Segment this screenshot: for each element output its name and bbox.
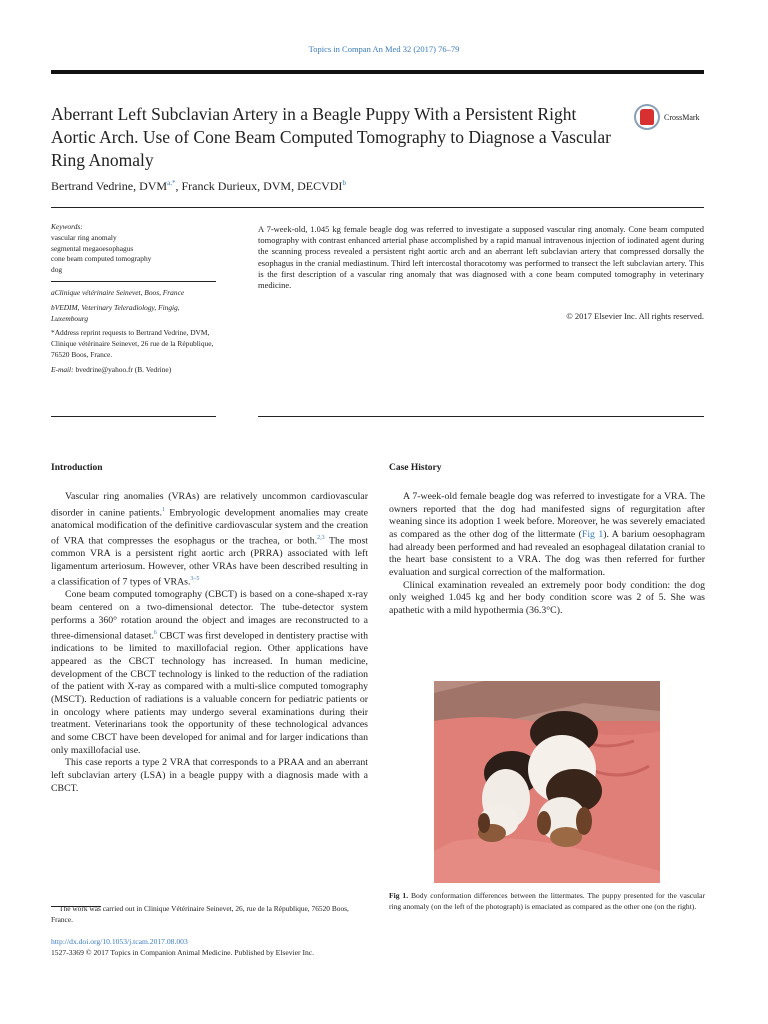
text: Embryologic development anomalies may create anatomical modification of the definitive cardiovascular system and the creation of VRA that compresses the esophagus or the trachea, or both.: [51, 506, 368, 547]
citation-ref[interactable]: 3–5: [190, 576, 200, 583]
author-2-affil[interactable]: b: [342, 179, 346, 187]
footnote: [51, 903, 368, 925]
issn-line: 1527-3369 © 2017 Topics in Companion Animal Medicine. Published by Elsevier Inc.: [51, 948, 315, 957]
figure-link[interactable]: Fig 1: [581, 528, 604, 540]
crossmark-icon: [634, 104, 660, 130]
crossmark-label: CrossMark: [664, 112, 700, 122]
text: Vascular ring anomalies (VRAs) are relatively uncommon cardiovascular disorder in canine patients.: [51, 491, 368, 518]
citation-ref[interactable]: 1: [161, 506, 165, 513]
citation-ref[interactable]: 6: [153, 630, 157, 637]
introduction-heading: Introduction: [51, 463, 103, 473]
keyword: cone beam computed tomography: [51, 254, 152, 264]
footnote-text: The work was carried out in Clinique Vétérinaire Seinevet, 26, rue de la République, 76520 Boos, France.: [51, 904, 349, 924]
paragraph: [389, 491, 705, 580]
article-title: Aberrant Left Subclavian Artery in a Beagle Puppy With a Persistent Right Aortic Arch. Use of Cone Beam Computed Tomography to Diagnose a Vascular Ring Anomaly: [51, 104, 611, 170]
keyword: vascular ring anomaly: [51, 232, 117, 242]
author-1: Bertrand Vedrine, DVM: [51, 179, 168, 193]
email-link[interactable]: bvedrine@yahoo.fr (B. Vedrine): [75, 364, 172, 374]
copyright: © 2017 Elsevier Inc. All rights reserved.: [566, 311, 704, 321]
author-1-affil[interactable]: a,*: [167, 179, 176, 187]
header-rule: [51, 70, 704, 74]
figure-label: Fig 1.: [389, 891, 409, 900]
case-history-heading: Case History: [389, 463, 442, 473]
text: CBCT was first developed in dentistery practise with indications to be limited to maxillofacial region. Other applications have appeared as the CBCT technology has increased. In human medicine, development of the CBCT technology is linked to the reduction of the radiation of the patient with X-ray as compared with a multi-slice computed tomography (MSCT). Reduction of radiations is a valuable concern for pediatric patients or in oncology where patients may undergo several examinations during their treatment. Veterinarians took the opportunity of these technological advances and some CBCT have been developed for animal and for larger indications than only maxillofacial use.: [51, 630, 368, 756]
doi-link[interactable]: http://dx.doi.org/10.1053/j.tcam.2017.08.003: [51, 937, 188, 946]
case-history-body: [389, 491, 705, 618]
text: ). A barium oesophagram had already been performed and had revealed an esophageal dilatation cranial to the heart base consistent to a VRA. The dog was then referred for further evaluation and surgical correction of the malformation.: [389, 528, 705, 578]
paragraph: [51, 491, 368, 589]
doi-block: [51, 936, 314, 958]
puppies-photo: [434, 681, 660, 883]
keyword: segmental megaoesophagus: [51, 243, 134, 253]
author-list: [51, 179, 346, 194]
keyword: dog: [51, 265, 63, 275]
article-info: [51, 222, 216, 376]
crossmark-badge[interactable]: [634, 100, 714, 134]
author-separator: ,: [175, 179, 182, 193]
figure-1-caption: [389, 891, 705, 912]
abstract: A 7-week-old, 1.045 kg female beagle dog was referred to investigate a supposed vascular ring anomaly. Cone beam computed tomography with contrast enhanced arterial phase accomplished by a rapid manual intravenous injection of iodinated agent during the scanning process revealed a persistent right aortic arch and an aberrant left subclavian artery that compressed dorsally the esophagus in the cranial mediastinum. Third left intercostal thoracotomy was performed to transect the left subclavian artery. This is the first description of a vascular ring anomaly that was diagnosed with a cone beam computed tomography in veterinary medicine.: [258, 224, 704, 291]
reprint-address: *Address reprint requests to Bertrand Vedrine, DVM, Clinique vétérinaire Seinevet, 26 rue de la République, 76520 Boos, France.: [51, 328, 214, 359]
divider: [51, 281, 216, 282]
paragraph: This case reports a type 2 VRA that corresponds to a PRAA and an aberrant left subclavian artery (LSA) in a beagle puppy with a diagnosis made with a CBCT.: [51, 757, 368, 794]
divider: [51, 207, 704, 208]
text: The most common VRA is a persistent right aortic arch (PRRA) associated with left ligamentum arteriosum. However, other VRAs have been described resulting in a classification of 7 types of VRAs.: [51, 535, 368, 588]
divider: [51, 416, 216, 417]
introduction-body: [51, 491, 368, 795]
journal-citation[interactable]: Topics in Compan An Med 32 (2017) 76–79: [308, 44, 460, 54]
caption-text: Body conformation differences between the littermates. The puppy presented for the vascular ring anomaly (on the left of the photograph) is emaciated as compared as the other one (on the right).: [389, 891, 705, 911]
paragraph: Clinical examination revealed an extremely poor body condition: the dog only weighed 1.045 kg and her body condition score was 2 of 5. She was apathetic with a mild hypothermia (36.3°C).: [389, 579, 705, 616]
figure-1-photo: [434, 681, 660, 883]
keywords-heading: Keywords:: [51, 222, 83, 231]
email-label: E-mail:: [51, 364, 74, 374]
text: Cone beam computed tomography (CBCT) is based on a cone-shaped x-ray beam centered on a two-dimensional detector. The tube-detector system performs a 360° rotation around the object and images are reconstructed to a three-dimensional dataset.: [51, 589, 368, 642]
affiliation-a: aClinique vétérinaire Seinevet, Boos, France: [51, 287, 185, 297]
affiliation-b: bVEDIM, Veterinary Teleradiology, Fingig, Luxembourg: [51, 302, 180, 323]
paragraph: [51, 589, 368, 757]
text: A 7-week-old female beagle dog was referred to investigate for a VRA. The owners reported that the dog had manifested signs of regurgitation after weaning since its adoption 1 week before. Moreover, he was severely emaciated as compared as the other dog of the littermate (: [389, 491, 705, 540]
author-2: Franck Durieux, DVM, DECVDI: [181, 179, 343, 193]
divider: [258, 416, 704, 417]
citation-ref[interactable]: 2,3: [317, 535, 325, 542]
